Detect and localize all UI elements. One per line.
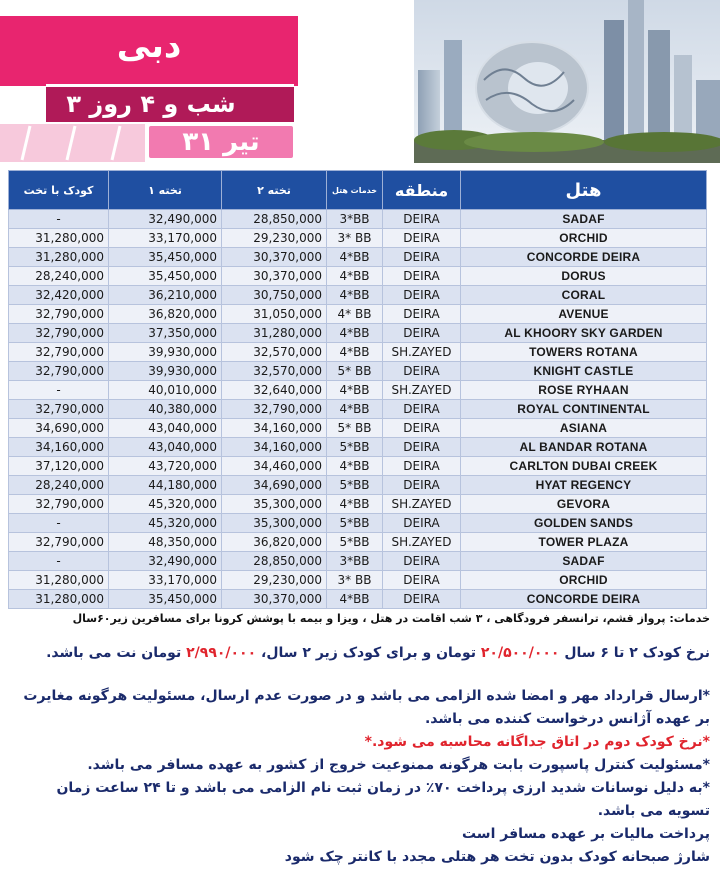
cell-hotel: ASIANA (461, 419, 707, 438)
cell-service: 5* BB (327, 362, 383, 381)
cell-single: 44,180,000 (109, 476, 222, 495)
cell-hotel: TOWER PLAZA (461, 533, 707, 552)
notes-section (14, 642, 710, 869)
cell-single: 36,210,000 (109, 286, 222, 305)
cell-double: 34,460,000 (222, 457, 327, 476)
column-header-service: خدمات هتل (327, 171, 383, 210)
cell-single: 39,930,000 (109, 343, 222, 362)
column-header-single: ۱ تخته (109, 171, 222, 210)
cell-hotel: KNIGHT CASTLE (461, 362, 707, 381)
cell-service: 4*BB (327, 343, 383, 362)
cell-double: 29,230,000 (222, 229, 327, 248)
table-row (9, 590, 707, 609)
cell-child-bed: 31,280,000 (9, 571, 109, 590)
cell-double: 36,820,000 (222, 533, 327, 552)
cell-service: 3* BB (327, 571, 383, 590)
column-header-region: منطقه (383, 171, 461, 210)
cell-double: 32,570,000 (222, 362, 327, 381)
child-price-note (14, 642, 710, 665)
table-header-row (9, 171, 707, 210)
cell-child-bed: - (9, 552, 109, 571)
infant-price-value: ۲/۹۹۰/۰۰۰ (186, 645, 257, 661)
header (0, 0, 720, 163)
cell-hotel: CORAL (461, 286, 707, 305)
cell-region: DEIRA (383, 210, 461, 229)
table-row (9, 533, 707, 552)
cell-hotel: DORUS (461, 267, 707, 286)
cell-region: DEIRA (383, 457, 461, 476)
child-price-suffix: تومان نت می باشد. (46, 645, 182, 661)
table-row (9, 267, 707, 286)
cell-region: SH.ZAYED (383, 495, 461, 514)
notes-spacer (14, 665, 710, 685)
cell-service: 4*BB (327, 381, 383, 400)
cell-hotel: AL KHOORY SKY GARDEN (461, 324, 707, 343)
cell-single: 43,040,000 (109, 438, 222, 457)
table-row (9, 381, 707, 400)
cell-single: 36,820,000 (109, 305, 222, 324)
table-row (9, 324, 707, 343)
cell-region: DEIRA (383, 286, 461, 305)
services-line: خدمات: پرواز قشم، ترانسفر فرودگاهی ، ۳ شب اقامت در هتل ، ویزا و بیمه با پوشش کرونا برای مسافرین زیر۶۰سال (72, 612, 710, 625)
table-row (9, 571, 707, 590)
cell-region: DEIRA (383, 514, 461, 533)
table-row (9, 286, 707, 305)
cell-double: 35,300,000 (222, 514, 327, 533)
cell-single: 33,170,000 (109, 571, 222, 590)
cell-single: 48,350,000 (109, 533, 222, 552)
cell-region: SH.ZAYED (383, 381, 461, 400)
cell-double: 34,690,000 (222, 476, 327, 495)
cell-hotel: AVENUE (461, 305, 707, 324)
cell-service: 5*BB (327, 533, 383, 552)
cell-single: 35,450,000 (109, 248, 222, 267)
cell-child-bed: 31,280,000 (9, 248, 109, 267)
cell-hotel: ORCHID (461, 229, 707, 248)
cell-child-bed: 32,790,000 (9, 324, 109, 343)
cell-hotel: ROYAL CONTINENTAL (461, 400, 707, 419)
cell-double: 30,370,000 (222, 590, 327, 609)
cell-region: DEIRA (383, 438, 461, 457)
cell-hotel: ROSE RYHAAN (461, 381, 707, 400)
cell-service: 3*BB (327, 552, 383, 571)
cell-hotel: CONCORDE DEIRA (461, 248, 707, 267)
child-price-middle: تومان و برای کودک زیر ۲ سال، (261, 645, 476, 661)
cell-region: DEIRA (383, 571, 461, 590)
cell-single: 32,490,000 (109, 552, 222, 571)
cell-region: DEIRA (383, 305, 461, 324)
cell-service: 4*BB (327, 286, 383, 305)
note-tax: پرداخت مالیات بر عهده مسافر است (461, 826, 710, 842)
child-price-prefix: نرخ کودک ۲ تا ۶ سال (564, 645, 710, 661)
cell-double: 32,570,000 (222, 343, 327, 362)
table-row (9, 343, 707, 362)
cell-double: 35,300,000 (222, 495, 327, 514)
cell-hotel: AL BANDAR ROTANA (461, 438, 707, 457)
cell-region: SH.ZAYED (383, 533, 461, 552)
cell-hotel: SADAF (461, 210, 707, 229)
note-contract: *ارسال قرارداد مهر و امضا شده الزامی می باشد و در صورت عدم ارسال، مسئولیت هرگونه مغایرت بر عهده آژانس درخواست کننده می باشد. (23, 688, 710, 727)
cell-service: 4*BB (327, 590, 383, 609)
cell-double: 32,790,000 (222, 400, 327, 419)
cell-single: 40,010,000 (109, 381, 222, 400)
cell-child-bed: 32,420,000 (9, 286, 109, 305)
departure-date: ۳۱ تیر (182, 127, 260, 157)
table-row (9, 552, 707, 571)
cell-hotel: HYAT REGENCY (461, 476, 707, 495)
cell-double: 34,160,000 (222, 419, 327, 438)
cell-child-bed: 31,280,000 (9, 229, 109, 248)
cell-region: DEIRA (383, 267, 461, 286)
cell-single: 45,320,000 (109, 514, 222, 533)
cell-service: 4*BB (327, 457, 383, 476)
cell-child-bed: 28,240,000 (9, 267, 109, 286)
cell-child-bed: 31,280,000 (9, 590, 109, 609)
cell-service: 4*BB (327, 248, 383, 267)
cell-service: 4*BB (327, 267, 383, 286)
cell-double: 29,230,000 (222, 571, 327, 590)
cell-region: SH.ZAYED (383, 343, 461, 362)
cell-double: 30,370,000 (222, 248, 327, 267)
cell-single: 45,320,000 (109, 495, 222, 514)
cell-region: DEIRA (383, 419, 461, 438)
cell-hotel: CONCORDE DEIRA (461, 590, 707, 609)
table-row (9, 514, 707, 533)
cell-service: 5*BB (327, 514, 383, 533)
cell-single: 35,450,000 (109, 590, 222, 609)
column-header-double: ۲ تخته (222, 171, 327, 210)
cell-child-bed: 32,790,000 (9, 362, 109, 381)
cell-child-bed: 37,120,000 (9, 457, 109, 476)
table-row (9, 400, 707, 419)
cell-double: 28,850,000 (222, 552, 327, 571)
cell-hotel: ORCHID (461, 571, 707, 590)
cell-single: 43,040,000 (109, 419, 222, 438)
museum-of-the-future-photo (414, 0, 720, 163)
cell-service: 4*BB (327, 400, 383, 419)
table-row (9, 248, 707, 267)
table-row (9, 229, 707, 248)
table-row (9, 210, 707, 229)
table-row (9, 495, 707, 514)
cell-single: 32,490,000 (109, 210, 222, 229)
cell-double: 32,640,000 (222, 381, 327, 400)
cell-single: 43,720,000 (109, 457, 222, 476)
cell-child-bed: 32,790,000 (9, 400, 109, 419)
table-body (9, 210, 707, 609)
cell-single: 39,930,000 (109, 362, 222, 381)
cell-service: 4* BB (327, 305, 383, 324)
table-row (9, 419, 707, 438)
child-price-value: ۲۰/۵۰۰/۰۰۰ (480, 645, 560, 661)
cell-service: 4*BB (327, 495, 383, 514)
cell-child-bed: 34,690,000 (9, 419, 109, 438)
cell-service: 5* BB (327, 419, 383, 438)
cell-double: 30,750,000 (222, 286, 327, 305)
column-header-child-bed: کودک با تخت (9, 171, 109, 210)
cell-child-bed: 32,790,000 (9, 533, 109, 552)
cell-service: 3*BB (327, 210, 383, 229)
cell-child-bed: - (9, 381, 109, 400)
cell-service: 4*BB (327, 324, 383, 343)
cell-double: 31,280,000 (222, 324, 327, 343)
cell-hotel: GOLDEN SANDS (461, 514, 707, 533)
price-table-container (8, 170, 706, 609)
note-passport: *مسئولیت کنترل پاسپورت بابت هرگونه ممنوعیت خروج از کشور به عهده مسافر می باشد. (87, 757, 710, 773)
cell-single: 33,170,000 (109, 229, 222, 248)
cell-service: 5*BB (327, 438, 383, 457)
table-row (9, 457, 707, 476)
cell-double: 28,850,000 (222, 210, 327, 229)
cell-region: DEIRA (383, 362, 461, 381)
cell-service: 5*BB (327, 476, 383, 495)
note-second-child: *نرخ کودک دوم در اتاق جداگانه محاسبه می شود.* (364, 734, 710, 750)
cell-hotel: CARLTON DUBAI CREEK (461, 457, 707, 476)
cell-region: DEIRA (383, 476, 461, 495)
cell-hotel: SADAF (461, 552, 707, 571)
cell-region: DEIRA (383, 552, 461, 571)
cell-child-bed: 34,160,000 (9, 438, 109, 457)
table-row (9, 362, 707, 381)
table-row (9, 305, 707, 324)
note-breakfast: شارژ صبحانه کودک بدون تخت هر هتلی مجدد با کانتر چک شود (284, 849, 710, 865)
cell-single: 37,350,000 (109, 324, 222, 343)
cell-service: 3* BB (327, 229, 383, 248)
cell-region: DEIRA (383, 229, 461, 248)
nights-label: ۳ شب و ۴ روز (66, 90, 236, 118)
cell-child-bed: 32,790,000 (9, 305, 109, 324)
cell-child-bed: 32,790,000 (9, 495, 109, 514)
city-title: دبی (116, 26, 182, 66)
column-header-hotel: هتل (461, 171, 707, 210)
cell-hotel: GEVORA (461, 495, 707, 514)
table-row (9, 476, 707, 495)
cell-single: 35,450,000 (109, 267, 222, 286)
table-row (9, 438, 707, 457)
cell-child-bed: 32,790,000 (9, 343, 109, 362)
cell-hotel: TOWERS ROTANA (461, 343, 707, 362)
cell-double: 31,050,000 (222, 305, 327, 324)
cell-region: DEIRA (383, 400, 461, 419)
price-table (8, 170, 707, 609)
decorative-lines (0, 124, 145, 162)
cell-child-bed: - (9, 210, 109, 229)
cell-region: DEIRA (383, 324, 461, 343)
cell-double: 30,370,000 (222, 267, 327, 286)
cell-child-bed: - (9, 514, 109, 533)
cell-single: 40,380,000 (109, 400, 222, 419)
cell-child-bed: 28,240,000 (9, 476, 109, 495)
cell-region: DEIRA (383, 248, 461, 267)
note-payment: *به دلیل نوسانات شدید ارزی پرداخت ۷۰٪ در زمان ثبت نام الزامی می باشد و تا ۲۴ ساعت زمان تسویه می باشد. (56, 780, 710, 819)
cell-region: DEIRA (383, 590, 461, 609)
cell-double: 34,160,000 (222, 438, 327, 457)
